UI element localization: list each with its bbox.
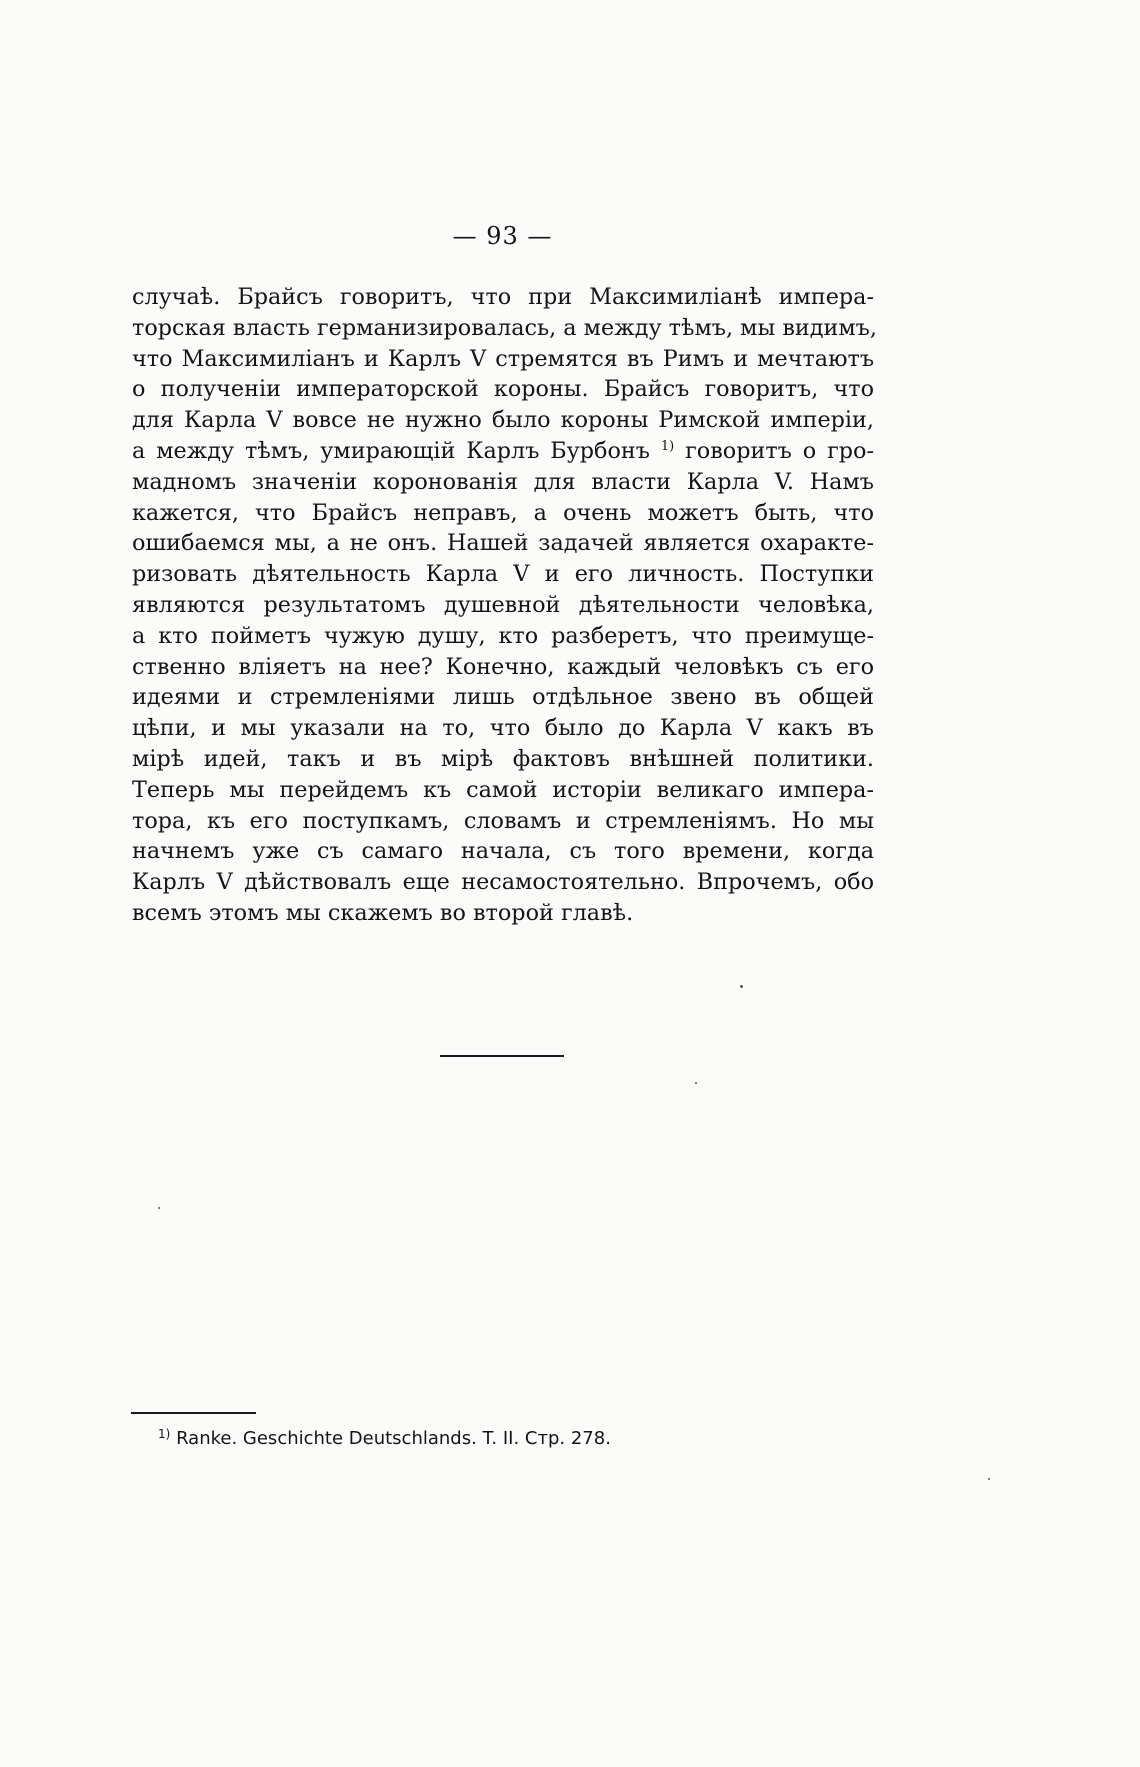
- text-line: мірѣ идей, такъ и въ мірѣ фактовъ внѣшней политики.: [132, 745, 874, 772]
- text-line: случаѣ. Брайсъ говоритъ, что при Максимиліанѣ импера-: [132, 284, 874, 310]
- text-line: что Максимиліанъ и Карлъ V стремятся въ Римъ и мечтаютъ: [132, 345, 874, 372]
- footnote-reference: 1): [660, 438, 675, 454]
- paper-speck: [988, 1478, 990, 1480]
- text-line: Карлъ V дѣйствовалъ еще несамостоятельно. Впрочемъ, обо: [132, 869, 874, 896]
- text-line: начнемъ уже съ самаго начала, съ того времени, когда: [132, 838, 874, 865]
- text-line: цѣпи, и мы указали на то, что было до Карла V какъ въ: [132, 715, 874, 742]
- text-line-with-footnote-ref: [132, 436, 874, 467]
- text-line: торская власть германизировалась, а между тѣмъ, мы видимъ,: [132, 314, 877, 341]
- section-separator: [440, 1055, 564, 1057]
- text-line: ственно вліяетъ на нее? Конечно, каждый человѣкъ съ его: [132, 653, 874, 680]
- text-line: кажется, что Брайсъ неправъ, а очень можетъ быть, что: [132, 499, 874, 526]
- text-line: для Карла V вовсе не нужно было короны Римской имперіи,: [132, 407, 874, 434]
- text-line-last: всемъ этомъ мы скажемъ во второй главѣ.: [132, 899, 634, 926]
- footnote-text: Ranke. Geschichte Deutschlands. T. II. Стр. 278.: [176, 1428, 611, 1449]
- text-line: ошибаемся мы, а не онъ. Нашей задачей является охаракте-: [132, 530, 874, 557]
- text-fragment: говоритъ о гро-: [685, 437, 874, 464]
- text-line: а кто пойметъ чужую душу, кто разберетъ, что преимуще-: [132, 622, 874, 649]
- body-text: [132, 282, 877, 929]
- text-line: являются результатомъ душевной дѣятельности человѣка,: [132, 591, 874, 618]
- page-number: — 93 —: [452, 222, 553, 250]
- text-line: идеями и стремленіями лишь отдѣльное звено въ общей: [132, 684, 874, 711]
- text-fragment: а между тѣмъ, умирающій Карлъ Бурбонъ: [132, 437, 650, 464]
- paper-speck: [158, 1207, 160, 1209]
- text-line: мадномъ значеніи коронованія для власти Карла V. Намъ: [132, 468, 874, 495]
- paper-speck: [695, 1082, 697, 1084]
- paper-speck: [740, 985, 743, 988]
- footnote: [158, 1428, 611, 1449]
- text-line: Теперь мы перейдемъ къ самой исторіи великаго импера-: [132, 776, 874, 803]
- text-line: тора, къ его поступкамъ, словамъ и стремленіямъ. Но мы: [132, 807, 874, 834]
- footnote-rule: [131, 1412, 256, 1414]
- footnote-marker: 1): [158, 1427, 171, 1441]
- text-line: о полученіи императорской короны. Брайсъ говоритъ, что: [132, 376, 874, 403]
- text-line: ризовать дѣятельность Карла V и его личность. Поступки: [132, 561, 874, 588]
